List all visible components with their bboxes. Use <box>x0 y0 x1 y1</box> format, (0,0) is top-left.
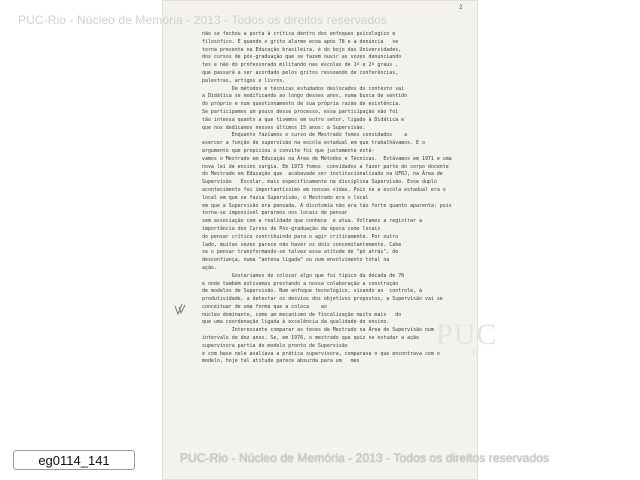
text-line: do próprio e num questionamento de sua própria razão de existência. <box>202 101 402 108</box>
text-line: desconfiança, numa "antena ligada" ou num envolvimento total na <box>202 257 390 264</box>
text-line: e com base nele avaliava a prática supervisora, comparava o que encontrava com o modelo, hoje tal atitude parece absurda para um mes <box>202 350 443 365</box>
text-line: Interessante comparar as teses de Mestrado na Área de Supervisão num intervalo de dez anos. Se, em 1976, o mestrado que quiz se estudar a ação supervisora partia do modelo pronto de Supervisão <box>202 327 437 349</box>
text-line: tes e não do professorado militando nas escolas de 1º e 2º graus , <box>202 62 399 69</box>
watermark-top: PUC-Rio - Núcleo de Memória - 2013 - Todos os direitos reservados <box>18 13 388 27</box>
text-line: torna presente na Educação brasileira, é do bojo das Universidades, <box>202 46 402 53</box>
text-line: que passará a ser acordado pelos gritos ressoando de conferências, <box>202 69 399 76</box>
typed-body-text <box>202 31 454 366</box>
text-line: palestras, artigos e livros. <box>202 77 286 84</box>
text-line: De métodos e técnicas estudados deslocados do contexto vai <box>202 85 405 92</box>
text-line: vamos o Mestrado em Educação na Área de Métodos e Técnicas. Estávamos em 1971 e uma nova lei de ensino surgia. Em 1973 fomos convidados a fazer parte do corpo docente do Mestrado em Educação que acabavade ser institucionalizado na UFRJ, na Área de Supervisão Escolar, mais especificamente na disciplina Supervisão. Esse duplo acontecimento foi importantíssimo em nossas vidas. Pois se a escola estadual era o local em que se fazia Supervisão, o Mestrado era o local <box>202 155 455 201</box>
text-line: se o pensar transformando-se talvez essa atitude de "pó atrás", de <box>202 249 399 256</box>
text-line: exercer a função de supervisão na escola estadual em que trabalhávamos. E o argumento que propiciou o convite foi que justamente está- <box>202 140 428 154</box>
text-line: Se participamos um pouco desse processo, essa participação não foi <box>202 108 399 115</box>
text-line: dos cursos de pós-graduação que se fazem ouvir as vozes denunciando <box>202 54 402 61</box>
page-number: 2 <box>459 4 463 11</box>
puc-logo-watermark: PUC <box>436 318 498 351</box>
puc-logo-watermark-sub: R <box>472 348 479 359</box>
text-line: sem associação com a realidade que conhece e atua. Voltamos a registrar a importância dos Cursos de Pós-graduação da época como locais <box>202 218 425 232</box>
text-line: lado, muitas vezes parece não haver os dois concomitantemente. Cabe <box>202 241 402 248</box>
document-id-label: eg0114_141 <box>13 450 135 470</box>
text-line: tão intensa quanto a que tivemos em outro setor, ligado à Didática e <box>202 116 405 123</box>
text-line: em que a Supervisão era pensada. A dicotomia não era tão forte quanto aparenta: pois torna-se impossível pararmos nos locais de pensar <box>202 202 455 217</box>
text-line: núcleo dominante, como um mecanismo de fiscalização muito mais do <box>202 311 402 318</box>
text-line: a Didática se modificando ao longo desses anos, numa busca de sentido <box>202 93 408 100</box>
handwritten-check-icon <box>174 302 188 316</box>
watermark-bottom: PUC-Rio - Núcleo de Memória - 2013 - Todos os direitos reservados <box>180 451 550 465</box>
text-line: não se fechou a porta à crítica dentro dos enfoques psicologico e <box>202 31 396 37</box>
text-line: de modelos de Supervisão. Num enfoque tecnológico, visando ao controle, à produtividade, a detectar os desvios dos objetivos propostos, a Supervisão vai se conceituar de uma forma que a coloca ao <box>202 288 446 310</box>
text-line: que nos dedicamos nesses últimos 15 anos: a Supervisão. <box>202 124 366 131</box>
text-line: Gostaríamos de colocar algo que foi típico da década de 70 <box>202 272 405 279</box>
text-line: do pensar crítico contribuindo para o agir criticamente. Por outro <box>202 233 399 240</box>
text-line: ação. <box>202 264 217 271</box>
text-line: que uma coordenação ligada à excelência da qualidade do ensino. <box>202 319 390 326</box>
text-line: e onde também estivemos prestando a nossa colaboração a construção <box>202 280 399 287</box>
text-line: Enquanto fazíamos o curso de Mestrado fomos convidados a <box>202 132 408 139</box>
text-line: filosófico. E quando o grito alarme ecoa após 78 e a denúncia se <box>202 38 399 45</box>
